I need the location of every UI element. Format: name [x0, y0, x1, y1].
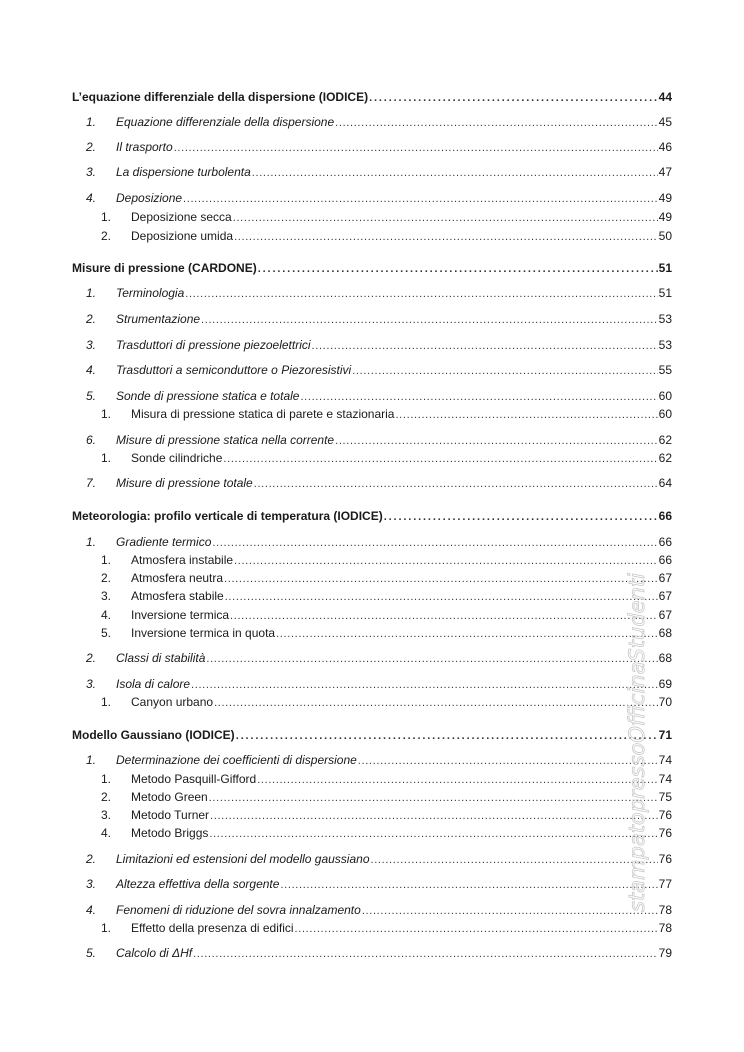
dot-leader: [185, 286, 657, 302]
dot-leader: [224, 571, 658, 587]
toc-entry-title: Sonde cilindriche: [131, 451, 223, 465]
toc-entry-title: Misure di pressione statica nella corrente: [116, 433, 335, 447]
toc-section-entry[interactable]: [86, 677, 672, 692]
toc-section-entry[interactable]: [86, 753, 672, 768]
toc-entry-title: Deposizione secca: [131, 210, 232, 224]
dot-leader: [252, 165, 658, 181]
toc-entry-page-number: 69: [658, 677, 672, 691]
toc-entry-number: 3.: [101, 589, 112, 603]
toc-section-entry[interactable]: [86, 651, 672, 666]
toc-section-entry[interactable]: [86, 286, 672, 301]
toc-chapter-entry[interactable]: [72, 509, 672, 524]
dot-leader: [174, 140, 658, 156]
toc-entry-number: 2.: [86, 140, 97, 154]
toc-section-entry[interactable]: [86, 946, 672, 961]
toc-section-entry[interactable]: [86, 535, 672, 550]
toc-entry-title: Terminologia: [116, 286, 185, 300]
toc-entry-title: Equazione differenziale della dispersione: [116, 115, 335, 129]
toc-entry-title: Meteorologia: profilo verticale di temperatura (IODICE): [72, 509, 383, 523]
dot-leader: [335, 115, 657, 131]
watermark-stamp: [598, 540, 680, 920]
toc-entry-page-number: 55: [658, 363, 672, 377]
toc-entry-page-number: 46: [658, 140, 672, 154]
toc-entry-page-number: 66: [658, 535, 672, 549]
toc-entry-number: 1.: [86, 535, 97, 549]
toc-section-entry[interactable]: [86, 877, 672, 892]
toc-entry-page-number: 66: [658, 553, 672, 567]
toc-entry-page-number: 74: [658, 753, 672, 767]
toc-section-entry[interactable]: [86, 165, 672, 180]
toc-entry-page-number: 60: [658, 407, 672, 421]
toc-entry-page-number: 68: [658, 626, 672, 640]
toc-subsection-entry[interactable]: [101, 808, 672, 823]
toc-entry-title: Sonde di pressione statica e totale: [116, 389, 300, 403]
toc-entry-page-number: 77: [658, 877, 672, 891]
toc-section-entry[interactable]: [86, 389, 672, 404]
toc-entry-number: 2.: [86, 651, 97, 665]
toc-entry-number: 1.: [101, 921, 112, 935]
toc-entry-page-number: 60: [658, 389, 672, 403]
toc-subsection-entry[interactable]: [101, 571, 672, 586]
toc-section-entry[interactable]: [86, 476, 672, 491]
toc-entry-page-number: 64: [658, 476, 672, 490]
toc-entry-page-number: 67: [658, 589, 672, 603]
toc-subsection-entry[interactable]: [101, 553, 672, 568]
toc-entry-title: La dispersione turbolenta: [116, 165, 251, 179]
toc-entry-number: 6.: [86, 433, 97, 447]
toc-subsection-entry[interactable]: [101, 826, 672, 841]
toc-subsection-entry[interactable]: [101, 407, 672, 422]
toc-entry-page-number: 76: [658, 808, 672, 822]
toc-entry-page-number: 74: [658, 772, 672, 786]
toc-entry-page-number: 62: [658, 433, 672, 447]
toc-section-entry[interactable]: [86, 140, 672, 155]
dot-leader: [352, 363, 657, 379]
dot-leader: [254, 476, 658, 492]
toc-entry-number: 2.: [86, 852, 97, 866]
toc-entry-page-number: 76: [658, 852, 672, 866]
toc-entry-title: Misure di pressione (CARDONE): [72, 261, 257, 275]
dot-leader: [201, 312, 658, 328]
toc-entry-number: 1.: [86, 115, 97, 129]
dot-leader: [234, 553, 658, 569]
toc-entry-title: Altezza effettiva della sorgente: [116, 877, 280, 891]
toc-entry-number: 2.: [86, 312, 97, 326]
dot-leader: [295, 921, 658, 937]
toc-entry-page-number: 62: [658, 451, 672, 465]
toc-entry-number: 2.: [101, 790, 112, 804]
toc-entry-page-number: 67: [658, 608, 672, 622]
toc-entry-title: Trasduttori di pressione piezoelettrici: [116, 338, 311, 352]
toc-entry-number: 1.: [101, 553, 112, 567]
toc-entry-title: Atmosfera neutra: [131, 571, 224, 585]
toc-entry-page-number: 70: [658, 695, 672, 709]
dot-leader: [312, 338, 658, 354]
toc-entry-page-number: 75: [658, 790, 672, 804]
toc-subsection-entry[interactable]: [101, 210, 672, 225]
toc-entry-number: 2.: [101, 571, 112, 585]
toc-subsection-entry[interactable]: [101, 790, 672, 805]
dot-leader: [209, 826, 657, 842]
toc-entry-title: Fenomeni di riduzione del sovra innalzamento: [116, 903, 361, 917]
toc-entry-number: 3.: [86, 877, 97, 891]
toc-chapter-entry[interactable]: [72, 728, 672, 743]
toc-entry-number: 3.: [86, 165, 97, 179]
toc-entry-title: Canyon urbano: [131, 695, 214, 709]
toc-entry-title: Metodo Pasquill-Gifford: [131, 772, 257, 786]
toc-section-entry[interactable]: [86, 312, 672, 327]
toc-entry-page-number: 49: [658, 191, 672, 205]
toc-entry-page-number: 45: [658, 115, 672, 129]
toc-entry-number: 4.: [101, 826, 112, 840]
toc-section-entry[interactable]: [86, 903, 672, 918]
toc-entry-number: 4.: [101, 608, 112, 622]
toc-entry-page-number: 67: [658, 571, 672, 585]
toc-entry-number: 1.: [101, 772, 112, 786]
toc-entry-number: 4.: [86, 191, 97, 205]
toc-section-entry[interactable]: [86, 338, 672, 353]
toc-subsection-entry[interactable]: [101, 589, 672, 604]
toc-entry-page-number: 76: [658, 826, 672, 840]
toc-entry-title: Classi di stabilità: [116, 651, 206, 665]
toc-entry-number: 1.: [86, 286, 97, 300]
toc-chapter-entry[interactable]: [72, 90, 672, 105]
toc-entry-page-number: 78: [658, 903, 672, 917]
toc-subsection-entry[interactable]: [101, 608, 672, 623]
toc-entry-page-number: 78: [658, 921, 672, 935]
dot-leader: [223, 451, 657, 467]
toc-entry-number: 3.: [101, 808, 112, 822]
toc-section-entry[interactable]: [86, 852, 672, 867]
toc-entry-title: Misure di pressione totale: [116, 476, 253, 490]
toc-entry-number: 5.: [86, 946, 97, 960]
toc-subsection-entry[interactable]: [101, 695, 672, 710]
toc-entry-page-number: 47: [658, 165, 672, 179]
toc-section-entry[interactable]: [86, 363, 672, 378]
toc-entry-title: Il trasporto: [116, 140, 173, 154]
toc-entry-title: Effetto della presenza di edifici: [131, 921, 294, 935]
toc-entry-page-number: 50: [658, 229, 672, 243]
dot-leader: [384, 509, 658, 525]
toc-entry-title: Atmosfera instabile: [131, 553, 234, 567]
toc-entry-title: Trasduttori a semiconduttore o Piezoresistivi: [116, 363, 352, 377]
dot-leader: [395, 407, 657, 423]
dot-leader: [183, 191, 658, 207]
dot-leader: [193, 946, 658, 962]
toc-entry-number: 1.: [101, 210, 112, 224]
toc-entry-title: Inversione termica: [131, 608, 230, 622]
toc-entry-page-number: 44: [658, 90, 672, 104]
watermark-text: stampatopressoOfficinaStudenti: [625, 573, 649, 912]
dot-leader: [225, 589, 658, 605]
toc-entry-title: L’equazione differenziale della dispersione (IODICE): [72, 90, 369, 104]
toc-entry-page-number: 51: [658, 261, 672, 275]
dot-leader: [214, 695, 658, 711]
toc-entry-number: 1.: [86, 753, 97, 767]
toc-entry-page-number: 68: [658, 651, 672, 665]
toc-entry-title: Isola di calore: [116, 677, 191, 691]
toc-entry-page-number: 49: [658, 210, 672, 224]
toc-entry-title: Calcolo di ΔHf: [116, 946, 193, 960]
toc-entry-title: Determinazione dei coefficienti di dispersione: [116, 753, 357, 767]
toc-entry-page-number: 79: [658, 946, 672, 960]
dot-leader: [300, 389, 657, 405]
dot-leader: [210, 808, 658, 824]
toc-subsection-entry[interactable]: [101, 772, 672, 787]
toc-subsection-entry[interactable]: [101, 921, 672, 936]
toc-entry-number: 1.: [101, 695, 112, 709]
dot-leader: [236, 728, 658, 744]
toc-entry-title: Limitazioni ed estensioni del modello gaussiano: [116, 852, 370, 866]
dot-leader: [206, 651, 657, 667]
toc-section-entry[interactable]: [86, 115, 672, 130]
toc-entry-number: 5.: [101, 626, 112, 640]
toc-entry-title: Deposizione umida: [131, 229, 234, 243]
toc-entry-number: 1.: [101, 451, 112, 465]
toc-entry-title: Metodo Turner: [131, 808, 210, 822]
dot-leader: [209, 790, 658, 806]
dot-leader: [258, 261, 658, 277]
toc-subsection-entry[interactable]: [101, 451, 672, 466]
toc-subsection-entry[interactable]: [101, 229, 672, 244]
toc-chapter-entry[interactable]: [72, 261, 672, 276]
toc-entry-page-number: 71: [658, 728, 672, 742]
toc-entry-page-number: 53: [658, 312, 672, 326]
toc-subsection-entry[interactable]: [101, 626, 672, 641]
toc-entry-title: Misura di pressione statica di parete e stazionaria: [131, 407, 395, 421]
toc-entry-page-number: 66: [658, 509, 672, 523]
toc-entry-page-number: 53: [658, 338, 672, 352]
toc-entry-number: 1.: [101, 407, 112, 421]
toc-section-entry[interactable]: [86, 433, 672, 448]
dot-leader: [191, 677, 658, 693]
toc-entry-title: Deposizione: [116, 191, 183, 205]
toc-entry-title: Modello Gaussiano (IODICE): [72, 728, 235, 742]
toc-entry-number: 2.: [101, 229, 112, 243]
toc-entry-title: Metodo Briggs: [131, 826, 209, 840]
toc-entry-number: 3.: [86, 677, 97, 691]
dot-leader: [212, 535, 657, 551]
toc-entry-number: 3.: [86, 338, 97, 352]
toc-entry-title: Metodo Green: [131, 790, 208, 804]
dot-leader: [233, 210, 658, 226]
dot-leader: [369, 90, 658, 106]
toc-entry-page-number: 51: [658, 286, 672, 300]
toc-entry-number: 4.: [86, 903, 97, 917]
toc-entry-number: 7.: [86, 476, 97, 490]
toc-entry-title: Inversione termica in quota: [131, 626, 276, 640]
dot-leader: [234, 229, 658, 245]
toc-entry-number: 5.: [86, 389, 97, 403]
toc-entry-title: Strumentazione: [116, 312, 201, 326]
dot-leader: [335, 433, 658, 449]
toc-entry-title: Gradiente termico: [116, 535, 212, 549]
toc-section-entry[interactable]: [86, 191, 672, 206]
toc-entry-number: 4.: [86, 363, 97, 377]
toc-entry-title: Atmosfera stabile: [131, 589, 224, 603]
dot-leader: [230, 608, 658, 624]
